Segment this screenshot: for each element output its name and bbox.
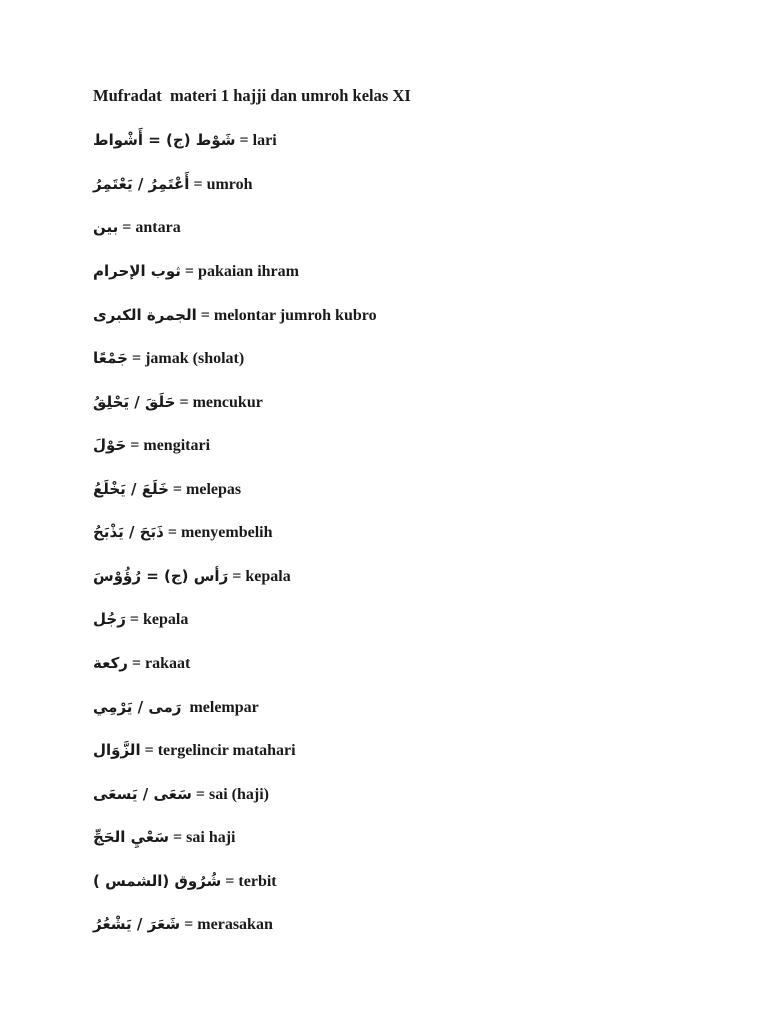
vocab-entry: ذَبَحَ / يَذْبَحُ = menyembelih	[93, 523, 273, 541]
arabic-term: بين	[93, 218, 119, 236]
vocab-entry: شَوْط (ج) = أَشْواط = lari	[93, 131, 277, 149]
meaning: kepala	[142, 611, 189, 628]
meaning: mengitari	[143, 437, 211, 454]
vocab-entry: جَمْعًا = jamak (sholat)	[93, 349, 245, 367]
meaning: mencukur	[192, 394, 263, 411]
meaning: merasakan	[197, 916, 273, 933]
meaning: jamak (sholat)	[145, 350, 245, 367]
meaning: sai haji	[186, 829, 236, 846]
meaning: lari	[252, 132, 277, 149]
vocab-entry: بين = antara	[93, 218, 181, 236]
arabic-term: رَمى / يَرْمِي	[93, 698, 182, 716]
vocab-entry: سَعَى / يَسعَى = sai (haji)	[93, 785, 269, 803]
vocab-entry: الزَّوَال = tergelincir matahari	[93, 741, 296, 759]
arabic-term: رَجُل	[93, 610, 126, 628]
arabic-term: رَأس (ج) = رُؤُوْسَ	[93, 567, 229, 585]
meaning: kepala	[245, 568, 291, 585]
meaning: terbit	[238, 873, 277, 890]
arabic-term: شَوْط (ج) = أَشْواط	[93, 131, 236, 149]
meaning: melontar jumroh kubro	[213, 307, 377, 324]
arabic-term: سَعْيِ الحَجِّ	[93, 828, 170, 846]
vocab-entry: سَعْيِ الحَجِّ = sai haji	[93, 828, 236, 846]
vocab-entry	[93, 696, 259, 719]
meaning: sai (haji)	[208, 786, 269, 803]
arabic-term: حَلَقَ / يَحْلِقُ	[93, 393, 176, 411]
vocab-entry: حَوْلَ = mengitari	[93, 436, 211, 454]
meaning: menyembelih	[180, 524, 273, 541]
vocab-entry: الجمرة الكبرى = melontar jumroh kubro	[93, 306, 377, 324]
meaning: antara	[135, 219, 181, 236]
vocab-entry: حَلَقَ / يَحْلِقُ = mencukur	[93, 393, 263, 411]
arabic-term: الجمرة الكبرى	[93, 306, 197, 324]
vocab-entry: خَلَعَ / يَخْلَعُ = melepas	[93, 480, 242, 498]
arabic-term: الزَّوَال	[93, 741, 141, 759]
arabic-term: سَعَى / يَسعَى	[93, 785, 192, 803]
meaning: rakaat	[145, 655, 191, 672]
meaning: melempar	[189, 699, 259, 716]
document-title: Mufradat materi 1 hajji dan umroh kelas XI	[93, 86, 411, 105]
arabic-term: خَلَعَ / يَخْلَعُ	[93, 480, 169, 498]
vocab-entry: ثوب الإحرام = pakaian ihram	[93, 262, 299, 280]
arabic-term: ثوب الإحرام	[93, 262, 181, 280]
arabic-term: أَعْتَمِرُ / يَعْتَمِرُ	[93, 175, 190, 193]
meaning: tergelincir matahari	[157, 742, 296, 759]
arabic-term: شُرُوق (الشمس )	[93, 872, 222, 890]
vocab-entry: أَعْتَمِرُ / يَعْتَمِرُ = umroh	[93, 175, 253, 193]
vocab-entry: رَأس (ج) = رُؤُوْسَ = kepala	[93, 567, 291, 585]
meaning: melepas	[186, 481, 242, 498]
arabic-term: ذَبَحَ / يَذْبَحُ	[93, 523, 164, 541]
arabic-term: ركعة	[93, 654, 128, 672]
arabic-term: شَعَرَ / يَشْعُرُ	[93, 915, 181, 933]
vocab-entry: رَجُل = kepala	[93, 610, 189, 628]
vocab-entry: شُرُوق (الشمس ) = terbit	[93, 872, 277, 890]
arabic-term: حَوْلَ	[93, 436, 127, 454]
meaning: pakaian ihram	[198, 263, 299, 280]
vocab-entry: شَعَرَ / يَشْعُرُ = merasakan	[93, 915, 273, 933]
arabic-term: جَمْعًا	[93, 349, 128, 367]
vocab-entry: ركعة = rakaat	[93, 654, 191, 672]
meaning: umroh	[206, 176, 253, 193]
